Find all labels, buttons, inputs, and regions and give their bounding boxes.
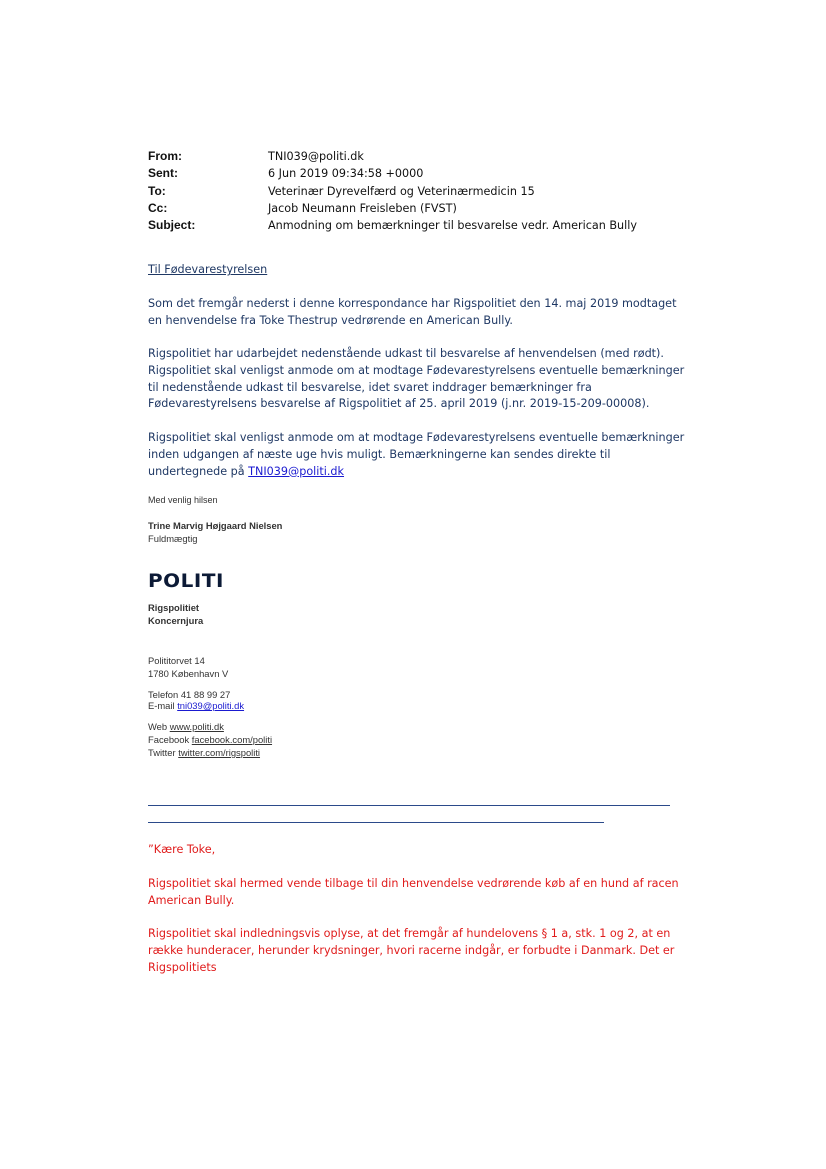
draft-paragraph-1 xyxy=(148,876,688,910)
divider-line-1 xyxy=(148,805,670,806)
draft-greeting xyxy=(148,842,688,859)
cc-value: Jacob Neumann Freisleben (FVST) xyxy=(268,201,457,215)
from-label: From: xyxy=(148,149,182,163)
address-line-1: Polititorvet 14 xyxy=(148,655,205,666)
salutation xyxy=(148,262,688,279)
politi-logo: POLITI xyxy=(148,570,224,592)
cc-row xyxy=(148,200,637,217)
body-paragraph-2 xyxy=(148,346,688,413)
web-row xyxy=(148,721,224,734)
salutation-text: Til Fødevarestyrelsen xyxy=(148,263,268,276)
draft-paragraph-2-text: Rigspolitiet skal indledningsvis oplyse, at det fremgår af hundelovens § 1 a, stk. 1 og 2, at en række hunderacer, herunder krydsninger, hvori racerne indgår, er forbudte i Danmark. Det er Rigspolitiets xyxy=(148,927,675,974)
sent-label: Sent: xyxy=(148,166,178,181)
phone: Telefon 41 88 99 27 xyxy=(148,689,231,700)
email-label: E-mail xyxy=(148,700,175,711)
twitter-label: Twitter xyxy=(148,747,176,758)
from-row xyxy=(148,148,637,165)
body-paragraph-3 xyxy=(148,430,688,480)
facebook-label: Facebook xyxy=(148,734,190,745)
from-value: TNI039@politi.dk xyxy=(268,150,364,163)
twitter-link[interactable]: twitter.com/rigspoliti xyxy=(178,747,261,758)
to-label: To: xyxy=(148,183,166,198)
signature-email-link[interactable]: tni039@politi.dk xyxy=(177,700,245,711)
sent-value: 6 Jun 2019 09:34:58 +0000 xyxy=(268,167,424,181)
subject-row xyxy=(148,217,637,234)
to-row xyxy=(148,183,637,200)
body-paragraph-1 xyxy=(148,296,688,330)
body-paragraph-3-text: Rigspolitiet skal venligst anmode om at modtage Fødevarestyrelsens eventuelle bemærkninger inden udgangen af næste uge hvis muligt. Bemærkningerne kan sendes direkte til undertegnede på xyxy=(148,431,685,478)
closing: Med venlig hilsen xyxy=(148,495,218,505)
draft-paragraph-1-text: Rigspolitiet skal hermed vende tilbage til din henvendelse vedrørende køb af en hund af racen American Bully. xyxy=(148,877,679,907)
org-name: Rigspolitiet xyxy=(148,602,200,613)
facebook-row xyxy=(148,734,272,747)
web-label: Web xyxy=(148,721,168,732)
signer-name: Trine Marvig Højgaard Nielsen xyxy=(148,520,283,531)
email-row xyxy=(148,700,244,713)
body-paragraph-1-text: Som det fremgår nederst i denne korrespondance har Rigspolitiet den 14. maj 2019 modtaget en henvendelse fra Toke Thestrup vedrørende en American Bully. xyxy=(148,297,677,327)
web-link[interactable]: www.politi.dk xyxy=(169,721,224,732)
divider-line-2 xyxy=(148,822,604,823)
contact-email-link[interactable]: TNI039@politi.dk xyxy=(248,464,345,478)
draft-paragraph-2 xyxy=(148,926,688,976)
signer-title: Fuldmægtig xyxy=(148,533,198,544)
address-line-2: 1780 København V xyxy=(148,668,229,679)
org-dept: Koncernjura xyxy=(148,615,204,626)
draft-greeting-text: ”Kære Toke, xyxy=(148,843,216,856)
subject-value: Anmodning om bemærkninger til besvarelse vedr. American Bully xyxy=(268,219,637,233)
cc-label: Cc: xyxy=(148,200,168,215)
facebook-link[interactable]: facebook.com/politi xyxy=(191,734,273,745)
sent-row xyxy=(148,165,637,182)
to-value: Veterinær Dyrevelfærd og Veterinærmedicin 15 xyxy=(268,184,535,198)
twitter-row xyxy=(148,747,260,760)
email-header xyxy=(148,148,637,234)
body-paragraph-2-text: Rigspolitiet har udarbejdet nedenstående udkast til besvarelse af henvendelsen (med rødt). Rigspolitiet skal venligst anmode om at modtage Fødevarestyrelsens eventuelle bemærkninger til nedenstående udkast til besvarelse, idet svaret inddrager bemærkninger fra Fødevarestyrelsens besvarelse af Rigspolitiet af 25. april 2019 (j.nr. 2019-15-209-00008). xyxy=(148,347,685,411)
subject-label: Subject: xyxy=(148,218,196,233)
